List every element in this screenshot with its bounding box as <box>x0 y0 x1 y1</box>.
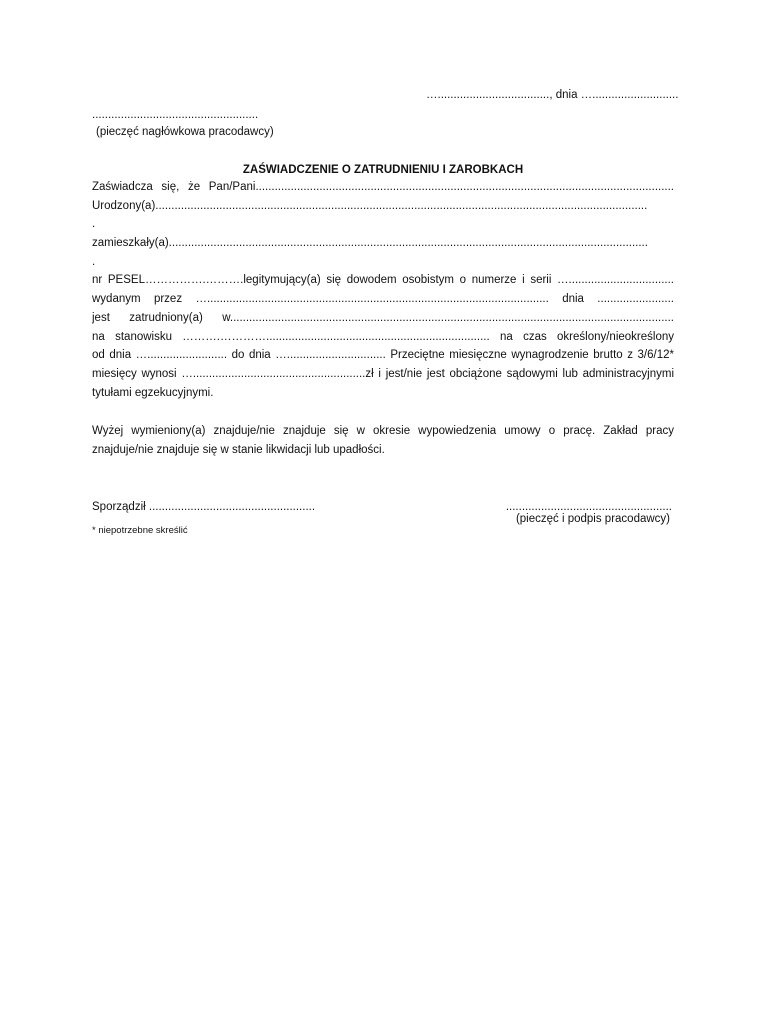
body-line-address: zamieszkały(a)...................................................................................................................................................... <box>92 237 648 250</box>
body-line-born: Urodzony(a).......................................................................................................................................................... <box>92 199 648 212</box>
body-line-position: na stanowisku ……….…………...................................................................... na czas określony/nieokreślony <box>92 330 674 343</box>
body-line-issued-by: wydanym przez …........................................................................................................... dnia ........................ <box>92 293 674 306</box>
body-line-name: Zaświadcza się, że Pan/Pani................................................................................................................................... <box>92 181 674 193</box>
body-line-salary-amount: miesięcy wynosi …......................................................zł i jest/nie jest obciążone sądowymi lub administracyjnymi <box>92 367 674 380</box>
prepared-by-line: Sporządził .................................................... <box>92 501 316 513</box>
body-line-employer: jest zatrudniony(a) w........................................................................................................................................... <box>92 311 674 324</box>
footnote: * niepotrzebne skreślić <box>92 525 188 536</box>
body-line-dates-salary: od dnia …......................... do dnia …............................... Przeciętne miesięczne wynagrodzenie brutto z 3/6/12* <box>92 349 674 362</box>
certificate-body <box>92 178 674 402</box>
signature-dots: .................................................... <box>505 501 672 513</box>
notice-line-2: znajduje/nie znajduje się w stanie likwidacji lub upadłości. <box>92 443 385 456</box>
body-line-pesel: nr PESEL…………….……….legitymujący(a) się dowodem osobistym o numerze i serii …................................. <box>92 274 674 287</box>
body-line-address-continuation: . <box>92 255 96 268</box>
notice-paragraph <box>92 422 674 459</box>
body-line-enforcement: tytułami egzekucyjnymi. <box>92 386 214 399</box>
employer-stamp-dots: .................................................... <box>92 109 259 121</box>
place-date-line: …..................................., dnia …........................... <box>426 89 679 101</box>
notice-line-1: Wyżej wymieniony(a) znajduje/nie znajduje się w okresie wypowiedzenia umowy o pracę. Zakład pracy <box>92 425 674 437</box>
body-line-born-continuation: . <box>92 218 96 231</box>
employer-stamp-caption: (pieczęć nagłówkowa pracodawcy) <box>96 126 274 138</box>
document-title: ZAŚWIADCZENIE O ZATRUDNIENIU I ZAROBKACH <box>242 164 524 176</box>
signature-caption: (pieczęć i podpis pracodawcy) <box>515 513 670 525</box>
